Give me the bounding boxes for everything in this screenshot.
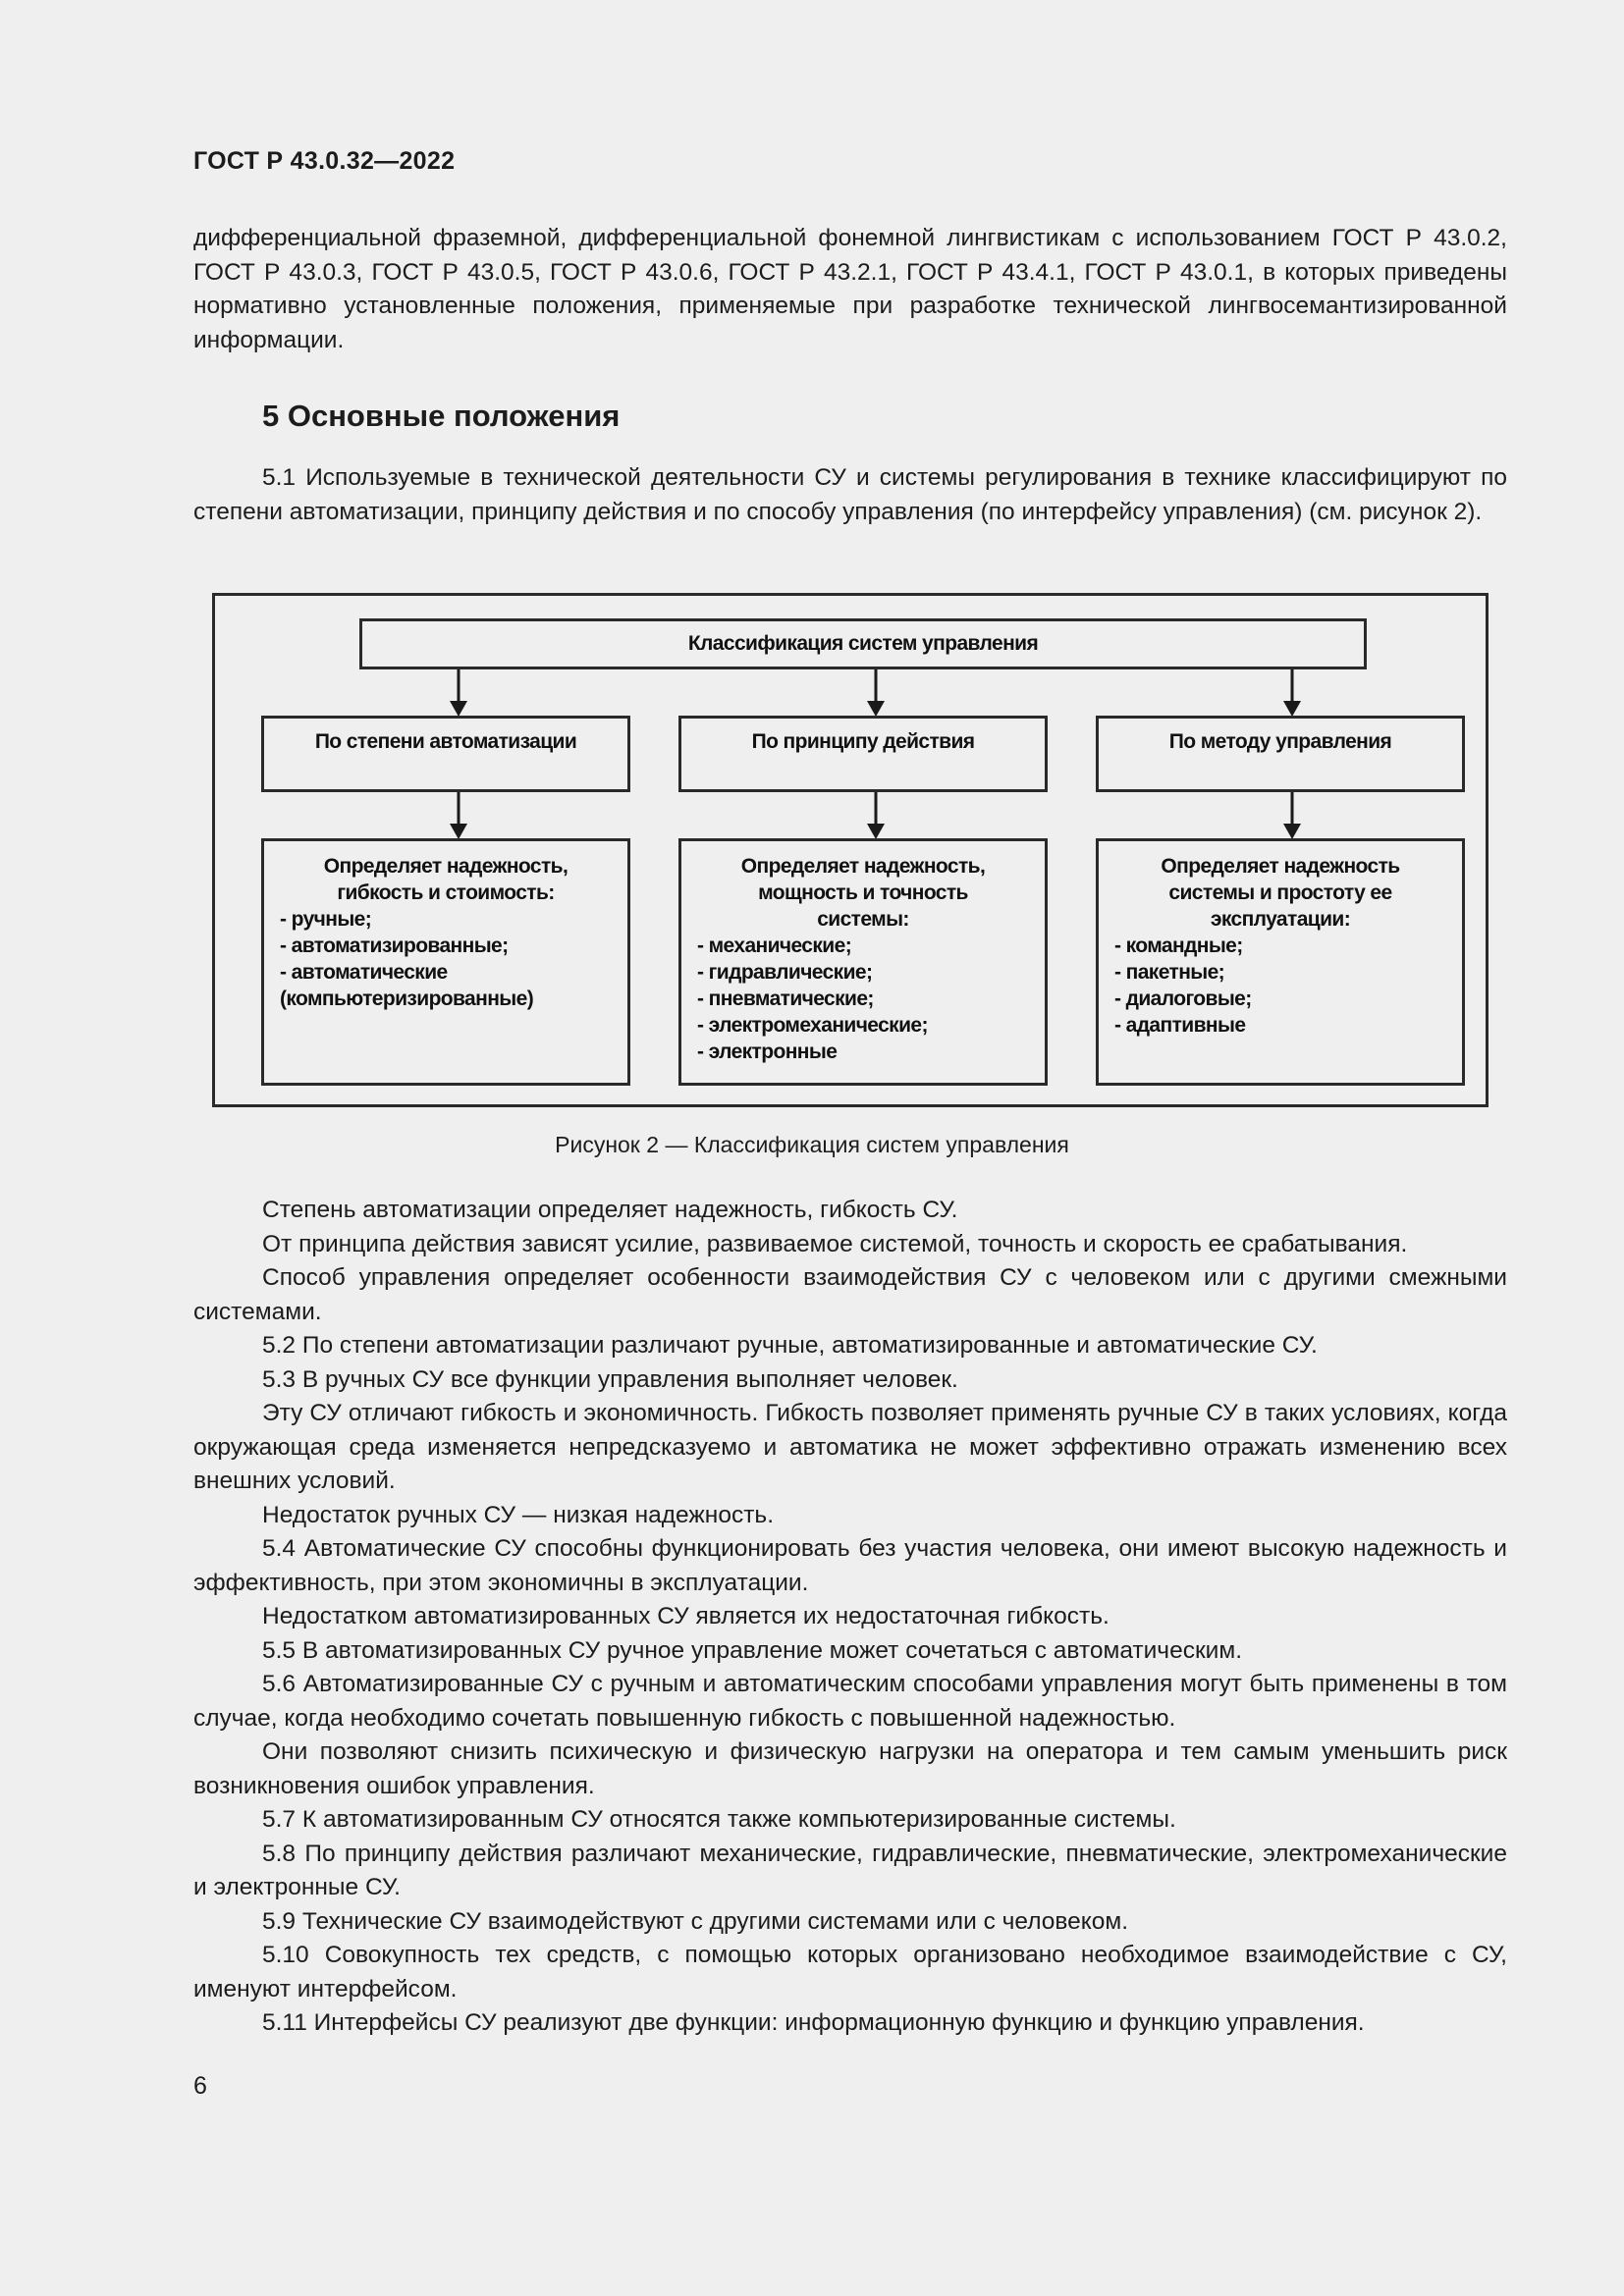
detail-item: - диалоговые; — [1114, 988, 1252, 1010]
detail-item: (компьютеризированные) — [280, 988, 534, 1010]
clause-5-1: 5.1 Используемые в технической деятельности СУ и системы регулирования в технике классифицируют по степени автоматизации, принципу действия и по способу управления (по интерфейсу управления) (см. рисунок 2). — [193, 464, 1507, 525]
detail-item: - автоматизированные; — [280, 934, 509, 957]
category-box-principle — [678, 716, 1048, 792]
clause-5-11: 5.11 Интерфейсы СУ реализуют две функции: информационную функцию и функцию управления. — [262, 2009, 1365, 2036]
clause-5-2: 5.2 По степени автоматизации различают ручные, автоматизированные и автоматические СУ. — [262, 1332, 1318, 1359]
clause-5-3: 5.3 В ручных СУ все функции управления выполняет человек. — [262, 1365, 958, 1393]
category-box-method — [1096, 716, 1465, 792]
detail-item: - механические; — [697, 934, 852, 957]
detail-line: Определяет надежность — [1161, 855, 1400, 878]
detail-box-automation — [261, 838, 630, 1086]
detail-item: - автоматические — [280, 961, 448, 984]
clause-5-9: 5.9 Технические СУ взаимодействуют с другими системами или с человеком. — [262, 1907, 1129, 1935]
detail-item: - гидравлические; — [697, 961, 873, 984]
page-number: 6 — [193, 2072, 207, 2100]
detail-line: Определяет надежность, — [323, 855, 568, 878]
category-label: По принципу действия — [751, 730, 975, 753]
section-title: 5 Основные положения — [262, 399, 621, 433]
body-paragraph: Недостатком автоматизированных СУ является их недостаточная гибкость. — [262, 1603, 1110, 1629]
category-box-automation — [261, 716, 630, 792]
detail-item: - ручные; — [280, 908, 372, 931]
detail-item: - адаптивные — [1114, 1014, 1246, 1037]
document-header: ГОСТ Р 43.0.32—2022 — [193, 147, 456, 175]
detail-line: эксплуатации: — [1210, 908, 1351, 931]
body-paragraph: От принципа действия зависят усилие, развиваемое системой, точность и скорость ее срабатывания. — [262, 1230, 1408, 1257]
detail-box-principle — [678, 838, 1048, 1086]
detail-item: - электромеханические; — [697, 1014, 928, 1037]
clause-5-8: 5.8 По принципу действия различают механические, гидравлические, пневматические, электромеханические и электронные СУ. — [193, 1840, 1507, 1900]
intro-paragraph-block — [193, 222, 1507, 357]
clause-5-6: 5.6 Автоматизированные СУ с ручным и автоматическим способами управления могут быть применены в том случае, когда необходимо сочетать повышенную гибкость с повышенной надежностью. — [193, 1671, 1507, 1732]
body-paragraph: Они позволяют снизить психическую и физическую нагрузки на оператора и тем самым уменьшить риск возникновения ошибок управления. — [193, 1738, 1507, 1799]
body-text-block — [193, 1194, 1507, 2041]
detail-line: гибкость и стоимость: — [337, 881, 555, 904]
category-label: По степени автоматизации — [314, 730, 577, 753]
body-paragraph: Степень автоматизации определяет надежность, гибкость СУ. — [262, 1197, 958, 1223]
detail-item: - командные; — [1114, 934, 1243, 957]
body-paragraph: Эту СУ отличают гибкость и экономичность. Гибкость позволяет применять ручные СУ в таких условиях, когда окружающая среда изменяется непредсказуемо и автоматика не может эффективно отражать изменению всех внешних условий. — [193, 1400, 1507, 1494]
clause-5-1-block — [193, 461, 1507, 529]
figure-caption: Рисунок 2 — Классификация систем управления — [555, 1132, 1069, 1157]
body-paragraph: Недостаток ручных СУ — низкая надежность. — [262, 1501, 774, 1528]
category-label: По методу управления — [1168, 730, 1392, 753]
detail-item: - пневматические; — [697, 988, 874, 1010]
detail-line: Определяет надежность, — [740, 855, 986, 878]
detail-item: - пакетные; — [1114, 961, 1225, 984]
clause-5-7: 5.7 К автоматизированным СУ относятся также компьютеризированные системы. — [262, 1806, 1176, 1833]
detail-line: мощность и точность — [758, 881, 968, 904]
classification-root-box — [359, 618, 1367, 669]
clause-5-5: 5.5 В автоматизированных СУ ручное управление может сочетаться с автоматическим. — [262, 1636, 1243, 1664]
body-paragraph: Способ управления определяет особенности взаимодействия СУ с человеком или с другими смежными системами. — [193, 1264, 1507, 1325]
detail-box-method — [1096, 838, 1465, 1086]
detail-item: - электронные — [697, 1041, 838, 1063]
intro-paragraph: дифференциальной фраземной, дифференциальной фонемной лингвистикам с использованием ГОСТ Р 43.0.2, ГОСТ Р 43.0.3, ГОСТ Р 43.0.5, ГОСТ Р 43.0.6, ГОСТ Р 43.2.1, ГОСТ Р 43.4.1, ГОСТ Р 43.0.1, в которых приведены нормативно установленные положения, применяемые при разработке технической лингвосемантизированной информации. — [193, 225, 1507, 353]
detail-line: системы: — [817, 908, 909, 931]
clause-5-10: 5.10 Совокупность тех средств, с помощью которых организовано необходимое взаимодействие с СУ, именуют интерфейсом. — [193, 1942, 1507, 2002]
classification-root-label: Классификация систем управления — [687, 632, 1039, 655]
clause-5-4: 5.4 Автоматические СУ способны функционировать без участия человека, они имеют высокую надежность и эффективность, при этом экономичны в эксплуатации. — [193, 1535, 1507, 1596]
detail-line: системы и простоту ее — [1168, 881, 1392, 904]
